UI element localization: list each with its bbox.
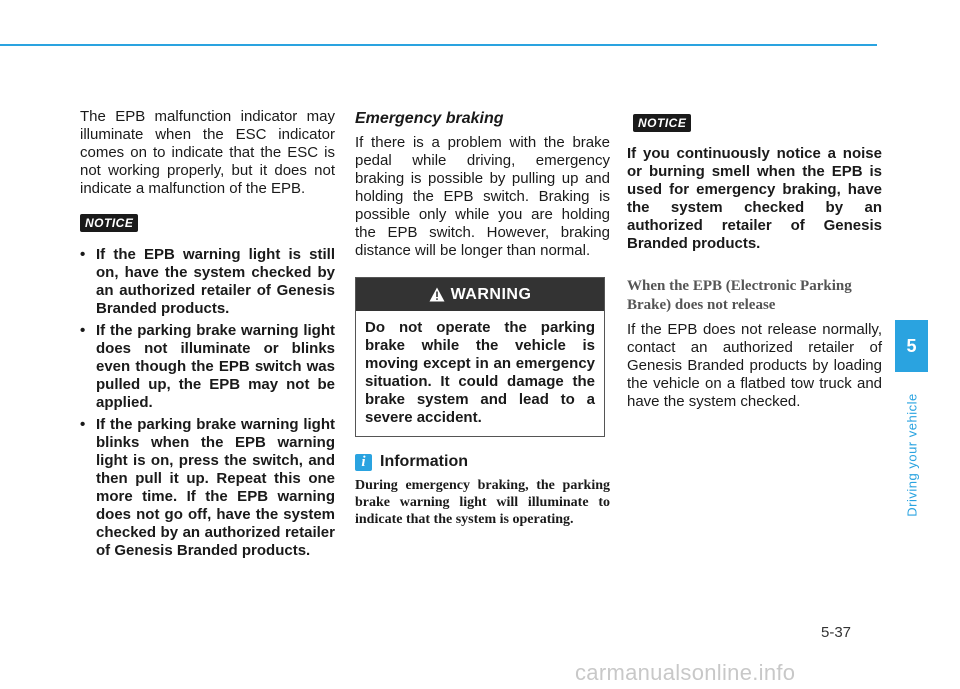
- column-middle: [355, 110, 610, 528]
- chapter-number-tab: 5: [895, 320, 928, 372]
- notice-bullet-2: • If the parking brake warning light does not illuminate or blinks even though the EPB switch was pulled up, the EPB may not be applied.: [80, 322, 335, 412]
- emergency-braking-heading: Emergency braking: [355, 110, 504, 127]
- information-header: [355, 453, 610, 471]
- warning-text: Do not operate the parking brake while the vehicle is moving except in an emergency situation. It could damage the brake system and lead to a severe accident.: [365, 319, 595, 426]
- notice-bullet-3: • If the parking brake warning light blinks when the EPB warning light is on, press the switch, and then pull it up. Repeat this one more time. If the EPB warning does not go off, have the system checked by an authorized retailer of Genesis Branded products.: [80, 416, 335, 560]
- information-text: During emergency braking, the parking brake warning light will illuminate to indicate that the system is operating.: [355, 478, 610, 527]
- chapter-title: Driving your vehicle: [904, 393, 920, 517]
- warning-label: WARNING: [450, 285, 532, 303]
- top-rule: [0, 44, 877, 46]
- notice-badge-wrapper-right: [633, 114, 882, 132]
- info-icon: i: [355, 454, 372, 471]
- notice-badge-wrapper: [80, 214, 335, 232]
- emergency-braking-body: If there is a problem with the brake pedal while driving, emergency braking is possible by pulling up and holding the EPB switch. Braking is possible only while you are holding the EPB switch. However, braking distance will be longer than normal.: [355, 134, 610, 259]
- column-left: [80, 108, 335, 564]
- notice-bullet-list: [80, 246, 335, 560]
- page-number: 5-37: [821, 624, 852, 641]
- warning-header: [356, 278, 604, 311]
- warning-triangle-icon: [429, 287, 445, 302]
- notice-badge-right: NOTICE: [633, 114, 691, 132]
- epb-indicator-intro: The EPB malfunction indicator may illuminate when the ESC indicator comes on to indicate that the ESC is not working properly, but it does not indicate a malfunction of the EPB.: [80, 108, 335, 197]
- epb-not-release-body: If the EPB does not release normally, contact an authorized retailer of Genesis Branded products by loading the vehicle on a flatbed tow truck and have the system checked.: [627, 321, 882, 410]
- column-right: [627, 108, 882, 411]
- notice-bullet-1: • If the EPB warning light is still on, have the system checked by an authorized retailer of Genesis Branded products.: [80, 246, 335, 318]
- information-title: Information: [380, 453, 468, 470]
- epb-not-release-heading: When the EPB (Electronic Parking Brake) does not release: [627, 278, 852, 313]
- notice-badge: NOTICE: [80, 214, 138, 232]
- watermark: carmanualsonline.info: [575, 660, 796, 685]
- notice-text-right: If you continuously notice a noise or burning smell when the EPB is used for emergency braking, have the system checked by an authorized retailer of Genesis Branded products.: [627, 145, 882, 252]
- warning-box: [355, 277, 605, 437]
